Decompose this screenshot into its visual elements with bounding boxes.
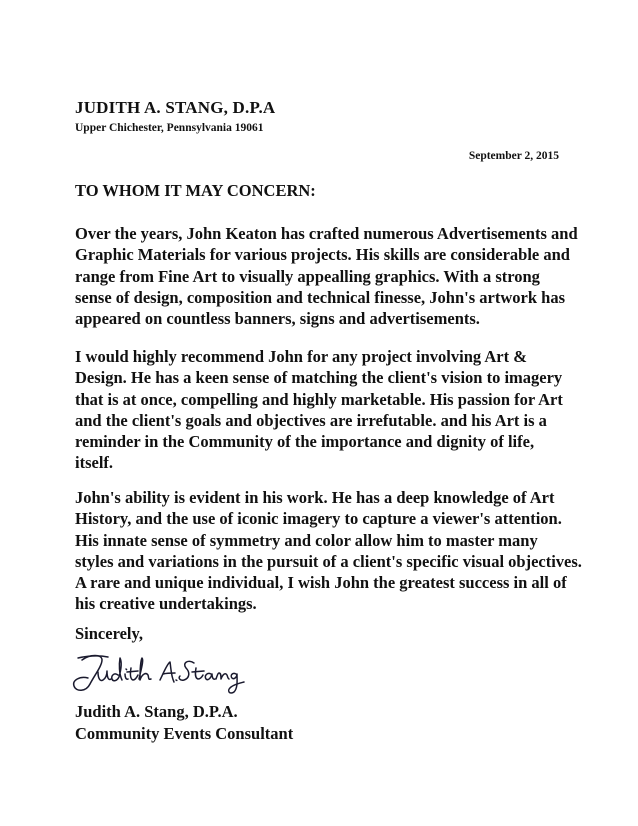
paragraph-line: John's ability is evident in his work. He has a deep knowledge of Art — [75, 488, 555, 507]
paragraph-line: sense of design, composition and technical finesse, John's artwork has — [75, 287, 565, 307]
letterhead-name: JUDITH A. STANG, D.P.A — [75, 98, 276, 117]
paragraph-line: that is at once, compelling and highly marketable. His passion for Art — [75, 389, 563, 409]
paragraph-line: appeared on countless banners, signs and advertisements. — [75, 309, 480, 329]
closing: Sincerely, — [75, 624, 143, 643]
paragraph-line: Design. He has a keen sense of matching the client's vision to imagery — [75, 368, 563, 388]
signer-title: Community Events Consultant — [75, 724, 294, 743]
paragraph-line: I would highly recommend John for any project involving Art & — [75, 347, 527, 366]
salutation: TO WHOM IT MAY CONCERN: — [75, 181, 316, 200]
body-paragraph-3 — [75, 487, 582, 615]
paragraph-line: reminder in the Community of the importance and dignity of life, — [75, 432, 535, 452]
body-paragraph-1 — [75, 223, 578, 329]
paragraph-line: itself. — [75, 453, 114, 473]
paragraph-line: Graphic Materials for various projects. His skills are considerable and — [75, 245, 570, 265]
letterhead-address: Upper Chichester, Pennsylvania 19061 — [75, 122, 264, 134]
paragraph-line: His innate sense of symmetry and color allow him to master many — [75, 530, 538, 550]
signer-name: Judith A. Stang, D.P.A. — [75, 702, 238, 721]
paragraph-line: History, and the use of iconic imagery to capture a viewer's attention. — [75, 509, 562, 529]
paragraph-line: his creative undertakings. — [75, 594, 257, 614]
letter-date: September 2, 2015 — [468, 150, 559, 162]
paragraph-line: and the client's goals and objectives are irrefutable. and his Art is a — [75, 410, 547, 430]
handwritten-signature — [68, 646, 248, 698]
paragraph-line: A rare and unique individual, I wish John the greatest success in all of — [75, 573, 567, 593]
paragraph-line: Over the years, John Keaton has crafted numerous Advertisements and — [75, 224, 578, 243]
paragraph-line: range from Fine Art to visually appealling graphics. With a strong — [75, 266, 540, 286]
paragraph-line: styles and variations in the pursuit of a client's specific visual objectives. — [75, 551, 582, 571]
body-paragraph-2 — [75, 346, 575, 474]
